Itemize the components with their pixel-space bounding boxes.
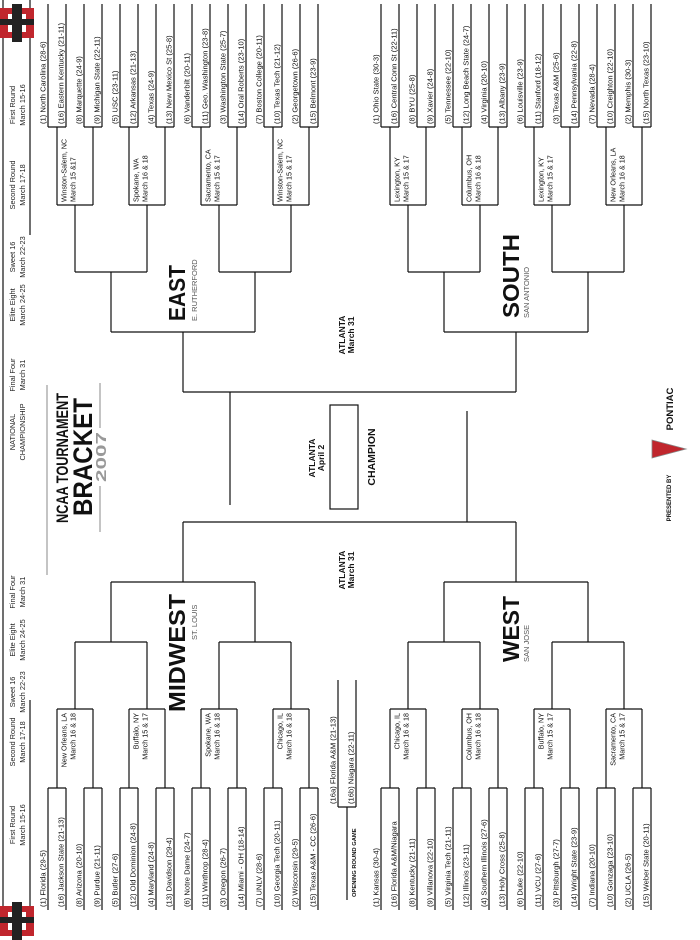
team-name[interactable]: (13) New Mexico St (25-8)	[164, 35, 174, 124]
venue-city: Buffalo, NY	[536, 713, 546, 750]
team-name[interactable]: (2) Georgetown (26-6)	[290, 48, 300, 124]
round-header-label: Elite Eight	[8, 288, 17, 322]
round-header-dates: CHAMPIONSHIP	[18, 403, 27, 461]
round-header-label: Elite Eight	[8, 623, 17, 657]
venue-city: Spokane, WA	[131, 158, 141, 202]
team-name[interactable]: (3) Texas A&M (25-6)	[551, 52, 561, 124]
venue-dates: March 15 & 17	[545, 155, 555, 202]
sponsor	[652, 387, 686, 521]
round-header-label: NATIONAL	[8, 413, 17, 451]
venue-city: Lexington, KY	[392, 157, 402, 202]
region-name-south: SOUTH	[498, 237, 524, 318]
team-name[interactable]: (13) Davidson (29-4)	[164, 837, 174, 907]
team-name[interactable]: (1) North Carolina (28-6)	[38, 41, 48, 124]
venue-city: Sacramento, CA	[203, 149, 213, 202]
team-name[interactable]: (7) UNLV (28-6)	[254, 853, 264, 907]
venue-dates: March 16 & 18	[140, 155, 150, 202]
team-name[interactable]: (8) Arizona (20-10)	[74, 843, 84, 907]
team-logo-icon	[0, 4, 34, 42]
team-name[interactable]: (10) Georgia Tech (20-11)	[272, 820, 282, 907]
round-header-dates: March 15-16	[18, 84, 27, 126]
round-header-dates: March 24-25	[18, 619, 27, 661]
region-name-midwest: MIDWEST	[164, 603, 190, 712]
final-four-bottom-date: March 31	[346, 551, 356, 589]
team-name[interactable]: (6) Notre Dame (24-7)	[182, 832, 192, 907]
round-header-dates: March 17-18	[18, 721, 27, 763]
team-name[interactable]: (2) UCLA (26-5)	[623, 853, 633, 907]
final-four-top-date: March 31	[346, 316, 356, 354]
team-name[interactable]: (11) Winthrop (28-4)	[200, 839, 210, 907]
team-name[interactable]: (13) Holy Cross (25-8)	[497, 831, 507, 907]
team-name[interactable]: (15) Weber State (20-11)	[641, 823, 651, 907]
team-name[interactable]: (16) Central Conn St (22-11)	[389, 28, 399, 124]
team-name[interactable]: (10) Gonzaga (23-10)	[605, 833, 615, 907]
venue-city: Chicago, IL	[275, 713, 285, 750]
venue-dates: March 15 & 17	[284, 155, 294, 202]
team-name[interactable]: (2) Memphis (30-3)	[623, 59, 633, 124]
team-name[interactable]: (1) Kansas (30-4)	[371, 847, 381, 907]
team-name[interactable]: (15) North Texas (23-10)	[641, 41, 651, 124]
team-name[interactable]: (7) Boston College (20-11)	[254, 35, 264, 124]
champion-box[interactable]	[330, 405, 358, 509]
team-name[interactable]: (2) Wisconsin (29-5)	[290, 838, 300, 907]
round-header-label: Sweet 16	[8, 676, 17, 708]
round-header-label: Second Round	[8, 717, 17, 767]
region-site-west: SAN JOSE	[522, 624, 531, 662]
team-name[interactable]: (11) VCU (27-6)	[533, 853, 543, 907]
venue-dates: March 15 & 17	[401, 155, 411, 202]
team-name[interactable]: (14) Wright State (23-9)	[569, 827, 579, 907]
team-name[interactable]: (16) Eastern Kentucky (21-11)	[56, 22, 66, 124]
round-header-label: First Round	[8, 85, 17, 125]
team-name[interactable]: (10) Texas Tech (21-12)	[272, 44, 282, 124]
venue-city: Chicago, IL	[392, 713, 402, 750]
team-name[interactable]: (12) Illinois (23-11)	[461, 844, 471, 907]
bracket-lines	[39, 4, 652, 910]
final-four-top-city: ATLANTA	[337, 315, 347, 355]
team-name[interactable]: (9) Michigan State (22-11)	[92, 36, 102, 124]
team-name[interactable]: (8) BYU (25-8)	[407, 74, 417, 124]
team-name[interactable]: (14) Pennsylvania (22-8)	[569, 40, 579, 124]
round-header-label: Second Round	[8, 160, 17, 210]
venue-dates: March 16 & 18	[284, 713, 294, 760]
team-name[interactable]: (12) Arkansas (21-13)	[128, 50, 138, 124]
team-name[interactable]: (14) Oral Roberts (23-10)	[236, 38, 246, 124]
opening-team-a[interactable]: (16a) Florida A&M (21-13)	[328, 716, 338, 804]
venue-dates: March 16 & 18	[68, 713, 78, 760]
venue-dates: March 15 &17	[68, 157, 78, 202]
opening-round-game	[329, 680, 359, 900]
team-name[interactable]: (5) Virginia Tech (21-11)	[443, 826, 453, 907]
round-header-label: Final Four	[8, 575, 17, 609]
region-name-east: EAST	[164, 259, 190, 321]
venue-dates: March 15 & 17	[212, 155, 222, 202]
team-name[interactable]: (9) Villanova (22-10)	[425, 838, 435, 907]
team-logo-icon	[0, 902, 34, 940]
team-name[interactable]: (11) Geo. Washington (23-8)	[200, 28, 210, 124]
team-name[interactable]: (3) Pittsburgh (27-7)	[551, 839, 561, 907]
team-name[interactable]: (16) Jackson State (21-13)	[56, 817, 66, 907]
round-header-label: Sweet 16	[8, 241, 17, 273]
team-name[interactable]: (6) Louisville (23-9)	[515, 59, 525, 124]
championship-city: ATLANTA	[307, 438, 317, 478]
round-header-dates: March 22-23	[18, 671, 27, 713]
team-name[interactable]: (11) Stanford (18-12)	[533, 53, 543, 124]
presented-by-label: PRESENTED BY	[667, 474, 673, 522]
team-name[interactable]: (7) Nevada (28-4)	[587, 64, 597, 124]
venue-dates: March 15 & 17	[617, 713, 627, 760]
final-four-bottom-city: ATLANTA	[337, 550, 347, 590]
team-name[interactable]: (15) Texas A&M - CC (26-6)	[308, 813, 318, 907]
venue-city: New Orleans, LA	[608, 147, 618, 202]
team-name[interactable]: (3) Oregon (26-7)	[218, 847, 228, 907]
venue-city: Sacramento, CA	[608, 713, 618, 766]
pontiac-logo-icon	[652, 440, 686, 458]
team-name[interactable]: (8) Kentucky (21-11)	[407, 838, 417, 907]
team-name[interactable]: (9) Purdue (21-11)	[92, 845, 102, 907]
round-header-dates: March 31	[18, 576, 27, 608]
team-name[interactable]: (16) Florida A&M/Niagara	[389, 821, 399, 907]
team-name[interactable]: (12) Long Beach State (24-7)	[461, 25, 471, 124]
opening-round-label: OPENING ROUND GAME	[352, 828, 358, 897]
region-site-midwest: ST. LOUIS	[190, 604, 199, 640]
venue-city: Winston-Salem, NC	[59, 138, 69, 202]
round-header-dates: March 31	[18, 359, 27, 391]
team-name[interactable]: (15) Belmont (23-9)	[308, 58, 318, 124]
venue-dates: March 15 & 17	[140, 713, 150, 760]
round-header-label: First Round	[8, 805, 17, 845]
team-name[interactable]: (1) Florida (29-5)	[38, 850, 48, 907]
venue-dates: March 15 & 17	[545, 713, 555, 760]
venue-city: Columbus, OH	[464, 154, 474, 202]
sponsor-brand: PONTIAC	[665, 387, 676, 431]
team-name[interactable]: (5) Butler (27-6)	[110, 853, 120, 907]
champion-label: CHAMPION	[366, 428, 378, 486]
team-name[interactable]: (3) Washington State (25-7)	[218, 30, 228, 124]
team-name[interactable]: (4) Southern Illinois (27-6)	[479, 819, 489, 907]
team-name[interactable]: (5) Tennessee (22-10)	[443, 49, 453, 124]
championship-date: April 2	[316, 444, 326, 472]
team-name[interactable]: (6) Duke (22-10)	[515, 851, 525, 907]
team-name[interactable]: (4) Maryland (24-8)	[146, 842, 156, 907]
venue-dates: March 16 & 18	[473, 155, 483, 202]
venue-city: Columbus, OH	[464, 713, 474, 761]
venue-dates: March 16 & 18	[212, 713, 222, 760]
team-name[interactable]: (12) Old Dominion (24-8)	[128, 823, 138, 907]
venue-city: New Orleans, LA	[59, 713, 69, 768]
round-header-dates: March 22-23	[18, 236, 27, 278]
venue-city: Winston-Salem, NC	[275, 138, 285, 202]
round-header-dates: March 24-25	[18, 284, 27, 326]
venue-dates: March 16 & 18	[617, 155, 627, 202]
team-name[interactable]: (14) Miami - OH (18-14)	[236, 826, 246, 907]
team-name[interactable]: (7) Indiana (20-10)	[587, 844, 597, 907]
round-header-dates: March 15-16	[18, 804, 27, 846]
region-site-east: E. RUTHERFORD	[190, 259, 199, 321]
team-name[interactable]: (1) Ohio State (30-3)	[371, 54, 381, 124]
title-year: 2007	[93, 448, 110, 482]
team-name[interactable]: (5) USC (23-11)	[110, 70, 120, 124]
region-site-south: SAN ANTONIO	[522, 266, 531, 318]
region-name-west: WEST	[498, 595, 524, 662]
title-line2: BRACKET	[68, 384, 98, 516]
round-header-label: Final Four	[8, 358, 17, 392]
team-name[interactable]: (4) Virginia (20-10)	[479, 60, 489, 124]
venue-city: Buffalo, NY	[131, 713, 141, 750]
team-name[interactable]: (6) Vanderbilt (20-11)	[182, 52, 192, 124]
round-header-dates: March 17-18	[18, 164, 27, 206]
venue-dates: March 16 & 18	[401, 713, 411, 760]
title-block	[47, 349, 110, 575]
team-name[interactable]: (4) Texas (24-9)	[146, 70, 156, 124]
team-name[interactable]: (9) Xavier (24-8)	[425, 68, 435, 124]
opening-team-b[interactable]: (16b) Niagara (22-11)	[346, 731, 356, 804]
team-name[interactable]: (13) Albany (23-9)	[497, 63, 507, 124]
team-name[interactable]: (10) Creighton (22-10)	[605, 48, 615, 124]
round-headers	[8, 84, 27, 846]
venue-city: Spokane, WA	[203, 713, 213, 757]
team-name[interactable]: (8) Marquette (24-9)	[74, 56, 84, 124]
title-line1: NCAA TOURNAMENT	[53, 349, 72, 523]
venue-city: Lexington, KY	[536, 157, 546, 202]
venue-dates: March 16 & 18	[473, 713, 483, 760]
